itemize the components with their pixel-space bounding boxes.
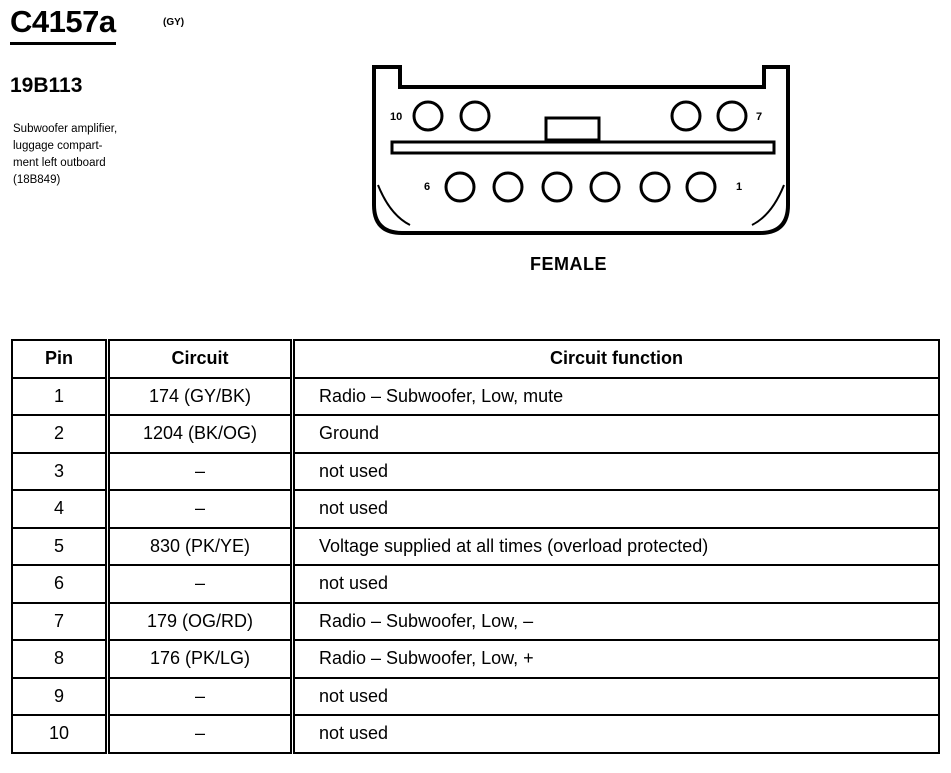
connector-gender-label: FEMALE bbox=[530, 254, 607, 274]
pin-cell: 1 bbox=[12, 378, 108, 416]
pin-cavity-7 bbox=[718, 102, 746, 130]
pin-cavity-6 bbox=[446, 173, 474, 201]
circuit-cell: – bbox=[108, 715, 293, 753]
description-line: (18B849) bbox=[13, 174, 61, 186]
pin-cell: 3 bbox=[12, 453, 108, 491]
pin-cavity-9 bbox=[461, 102, 489, 130]
circuit-cell: 174 (GY/BK) bbox=[108, 378, 293, 416]
locking-tab bbox=[546, 118, 599, 140]
circuit-cell: 1204 (BK/OG) bbox=[108, 415, 293, 453]
function-cell: not used bbox=[293, 490, 940, 528]
pin-table bbox=[11, 339, 940, 754]
pin-cavity-10 bbox=[414, 102, 442, 130]
pin-cell: 7 bbox=[12, 603, 108, 641]
table-header-row bbox=[12, 340, 939, 378]
column-header-circuit: Circuit bbox=[108, 340, 293, 378]
table-row bbox=[12, 528, 939, 566]
table-row bbox=[12, 678, 939, 716]
pin-label-1: 1 bbox=[736, 181, 743, 193]
column-header-circuit-function: Circuit function bbox=[293, 340, 940, 378]
pin-cavity-4 bbox=[543, 173, 571, 201]
connector-face-diagram bbox=[360, 55, 800, 245]
function-cell: not used bbox=[293, 678, 940, 716]
connector-color-code: (GY) bbox=[163, 17, 185, 28]
divider-rail bbox=[392, 142, 774, 153]
function-cell: not used bbox=[293, 565, 940, 603]
table-row bbox=[12, 415, 939, 453]
table-row bbox=[12, 378, 939, 416]
table-row bbox=[12, 453, 939, 491]
description-line: ment left outboard bbox=[13, 157, 106, 169]
table-row bbox=[12, 490, 939, 528]
pin-cavity-2 bbox=[641, 173, 669, 201]
pin-cell: 10 bbox=[12, 715, 108, 753]
circuit-cell: – bbox=[108, 678, 293, 716]
function-cell: Radio – Subwoofer, Low, + bbox=[293, 640, 940, 678]
circuit-cell: 830 (PK/YE) bbox=[108, 528, 293, 566]
part-number: 19B113 bbox=[10, 74, 83, 97]
pin-label-7: 7 bbox=[756, 111, 763, 123]
pin-cell: 6 bbox=[12, 565, 108, 603]
pin-cavity-3 bbox=[591, 173, 619, 201]
housing-bottom-right-curve bbox=[752, 185, 784, 225]
pin-cell: 4 bbox=[12, 490, 108, 528]
connector-housing bbox=[374, 67, 788, 233]
function-cell: Radio – Subwoofer, Low, mute bbox=[293, 378, 940, 416]
pin-label-6: 6 bbox=[424, 181, 431, 193]
pin-cell: 2 bbox=[12, 415, 108, 453]
table-row bbox=[12, 603, 939, 641]
pin-cell: 9 bbox=[12, 678, 108, 716]
circuit-cell: – bbox=[108, 565, 293, 603]
function-cell: not used bbox=[293, 453, 940, 491]
function-cell: Voltage supplied at all times (overload protected) bbox=[293, 528, 940, 566]
description-line: luggage compart- bbox=[13, 140, 103, 152]
function-cell: not used bbox=[293, 715, 940, 753]
pin-cell: 8 bbox=[12, 640, 108, 678]
connector-code: C4157a bbox=[10, 4, 116, 45]
table-row bbox=[12, 640, 939, 678]
circuit-cell: 176 (PK/LG) bbox=[108, 640, 293, 678]
pin-label-10: 10 bbox=[390, 111, 403, 123]
pin-cavity-5 bbox=[494, 173, 522, 201]
pin-cell: 5 bbox=[12, 528, 108, 566]
circuit-cell: 179 (OG/RD) bbox=[108, 603, 293, 641]
table-row bbox=[12, 715, 939, 753]
function-cell: Ground bbox=[293, 415, 940, 453]
connector-description bbox=[13, 121, 203, 189]
description-line: Subwoofer amplifier, bbox=[13, 123, 118, 135]
pin-cavities-bottom-row bbox=[446, 173, 715, 201]
circuit-cell: – bbox=[108, 490, 293, 528]
table-row bbox=[12, 565, 939, 603]
function-cell: Radio – Subwoofer, Low, – bbox=[293, 603, 940, 641]
pin-cavity-1 bbox=[687, 173, 715, 201]
circuit-cell: – bbox=[108, 453, 293, 491]
housing-bottom-left-curve bbox=[378, 185, 410, 225]
pin-cavities-top-row bbox=[414, 102, 746, 130]
column-header-pin: Pin bbox=[12, 340, 108, 378]
pin-cavity-8 bbox=[672, 102, 700, 130]
